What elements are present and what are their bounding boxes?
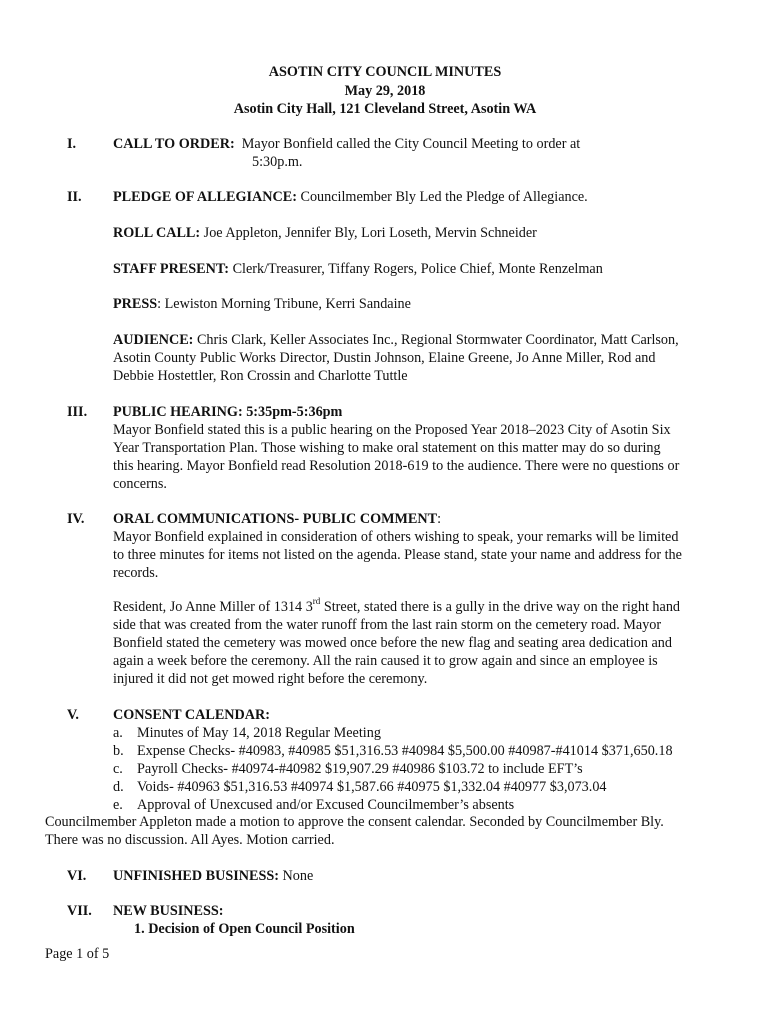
oral-communications-p1-line1: Mayor Bonfield explained in consideration of others wishing to speak, your remarks will be limited — [113, 529, 679, 545]
consent-motion-line1: Councilmember Appleton made a motion to approve the consent calendar. Seconded by Councilmember Bly. — [45, 814, 664, 830]
audience-label: AUDIENCE: — [113, 332, 194, 348]
roll-call — [113, 224, 728, 242]
comment-line1-b: Street, stated there is a gully in the drive way on the right hand — [320, 599, 681, 615]
comment-line1-a: Resident, Jo Anne Miller of 1314 3 — [113, 599, 313, 615]
list-item-letter: e. — [113, 797, 123, 813]
audience-text-line3: Debbie Hostettler, Ron Crossin and Charlotte Tuttle — [113, 368, 408, 384]
meeting-location: Asotin City Hall, 121 Cleveland Street, Asotin WA — [233, 101, 537, 117]
new-business-item-1: 1. Decision of Open Council Position — [134, 921, 355, 937]
list-item-letter: a. — [113, 725, 123, 741]
minutes-header — [0, 63, 770, 119]
list-item-text: Expense Checks- #40983, #40985 $51,316.53 #40984 $5,500.00 #40987-#41014 $371,650.18 — [137, 743, 673, 759]
oral-communications-p1-line3: records. — [113, 565, 159, 581]
section-pledge — [113, 188, 728, 206]
section-public-hearing — [113, 403, 728, 493]
unfinished-business-label: UNFINISHED BUSINESS: — [113, 868, 279, 884]
ordinal-suffix: rd — [312, 596, 321, 607]
consent-motion-line2: There was no discussion. All Ayes. Motion carried. — [45, 832, 335, 848]
consent-calendar-label: CONSENT CALENDAR: — [113, 707, 271, 723]
consent-motion — [45, 813, 735, 849]
section-oral-communications — [113, 510, 728, 582]
page-number: Page 1 of 5 — [45, 946, 110, 962]
new-business-label: NEW BUSINESS: — [113, 903, 224, 919]
unfinished-business-text: None — [278, 868, 314, 884]
staff-present-label: STAFF PRESENT: — [113, 261, 230, 277]
public-hearing-label: PUBLIC HEARING: 5:35pm-5:36pm — [113, 404, 343, 420]
call-to-order-text: Mayor Bonfield called the City Council Meeting to order at — [241, 136, 581, 152]
oral-communications-p1-line2: to three minutes for items not listed on the agenda. Please stand, state your name and address for the — [113, 547, 682, 563]
document-title: ASOTIN CITY COUNCIL MINUTES — [268, 64, 502, 80]
section-number-4: IV. — [67, 511, 85, 527]
meeting-date: May 29, 2018 — [344, 82, 426, 99]
list-item — [113, 760, 733, 778]
press-label: PRESS — [113, 296, 158, 312]
list-item — [113, 778, 733, 796]
comment-line5: injured it did not get mowed right before the ceremony. — [113, 671, 428, 687]
pledge-label: PLEDGE OF ALLEGIANCE: — [113, 189, 297, 205]
roll-call-label: ROLL CALL: — [113, 225, 201, 241]
list-item-letter: b. — [113, 743, 124, 759]
section-unfinished-business — [113, 867, 728, 885]
staff-present-text: Clerk/Treasurer, Tiffany Rogers, Police Chief, Monte Renzelman — [232, 261, 603, 277]
call-to-order-label: CALL TO ORDER: — [113, 136, 235, 152]
comment-line2: side that was created from the water runoff from the last rain storm on the cemetery road. Mayor — [113, 617, 662, 633]
call-to-order-time: 5:30p.m. — [252, 154, 303, 170]
section-call-to-order — [113, 135, 728, 171]
section-consent-calendar — [113, 706, 728, 724]
public-comment-miller — [113, 598, 728, 688]
audience-text-line2: Asotin County Public Works Director, Dustin Johnson, Elaine Greene, Jo Anne Miller, Rod and — [113, 350, 656, 366]
public-hearing-line2: Year Transportation Plan. Those wishing to make oral statement on this matter may do so during — [113, 440, 661, 456]
list-item — [113, 796, 733, 814]
list-item-text: Payroll Checks- #40974-#40982 $19,907.29 #40986 $103.72 to include EFT’s — [137, 761, 583, 777]
audience-text-line1: Chris Clark, Keller Associates Inc., Regional Stormwater Coordinator, Matt Carlson, — [196, 332, 679, 348]
list-item — [113, 724, 733, 742]
list-item-letter: c. — [113, 761, 123, 777]
list-item-text: Approval of Unexcused and/or Excused Councilmember’s absents — [137, 797, 515, 813]
audience — [113, 331, 728, 385]
list-item-text: Voids- #40963 $51,316.53 #40974 $1,587.66 #40975 $1,332.04 #40977 $3,073.04 — [137, 779, 607, 795]
section-number-7: VII. — [67, 903, 92, 919]
oral-communications-label: ORAL COMMUNICATIONS- PUBLIC COMMENT — [113, 511, 438, 527]
press-text: : Lewiston Morning Tribune, Kerri Sandaine — [157, 296, 411, 312]
pledge-text: Councilmember Bly Led the Pledge of Allegiance. — [300, 189, 588, 205]
consent-calendar-list — [113, 724, 733, 814]
roll-call-text: Joe Appleton, Jennifer Bly, Lori Loseth, Mervin Schneider — [203, 225, 537, 241]
section-number-3: III. — [67, 404, 88, 420]
comment-line4: again a week before the ceremony. All the rain caused it to grow again and since an employee is — [113, 653, 658, 669]
comment-line3: Bonfield stated the cemetery was mowed once before the new flag and seating area dedication and — [113, 635, 672, 651]
staff-present — [113, 260, 728, 278]
section-number-5: V. — [67, 707, 79, 723]
list-item — [113, 742, 733, 760]
section-number-1: I. — [67, 136, 77, 152]
public-hearing-line1: Mayor Bonfield stated this is a public hearing on the Proposed Year 2018–2023 City of Asotin Six — [113, 422, 671, 438]
list-item-text: Minutes of May 14, 2018 Regular Meeting — [137, 725, 381, 741]
press — [113, 295, 728, 313]
public-hearing-line4: concerns. — [113, 476, 167, 492]
section-new-business — [113, 902, 728, 920]
public-hearing-line3: this hearing. Mayor Bonfield read Resolution 2018-619 to the audience. There were no questions or — [113, 458, 680, 474]
list-item-letter: d. — [113, 779, 124, 795]
oral-communications-colon: : — [437, 511, 442, 527]
section-number-6: VI. — [67, 868, 87, 884]
section-number-2: II. — [67, 189, 82, 205]
